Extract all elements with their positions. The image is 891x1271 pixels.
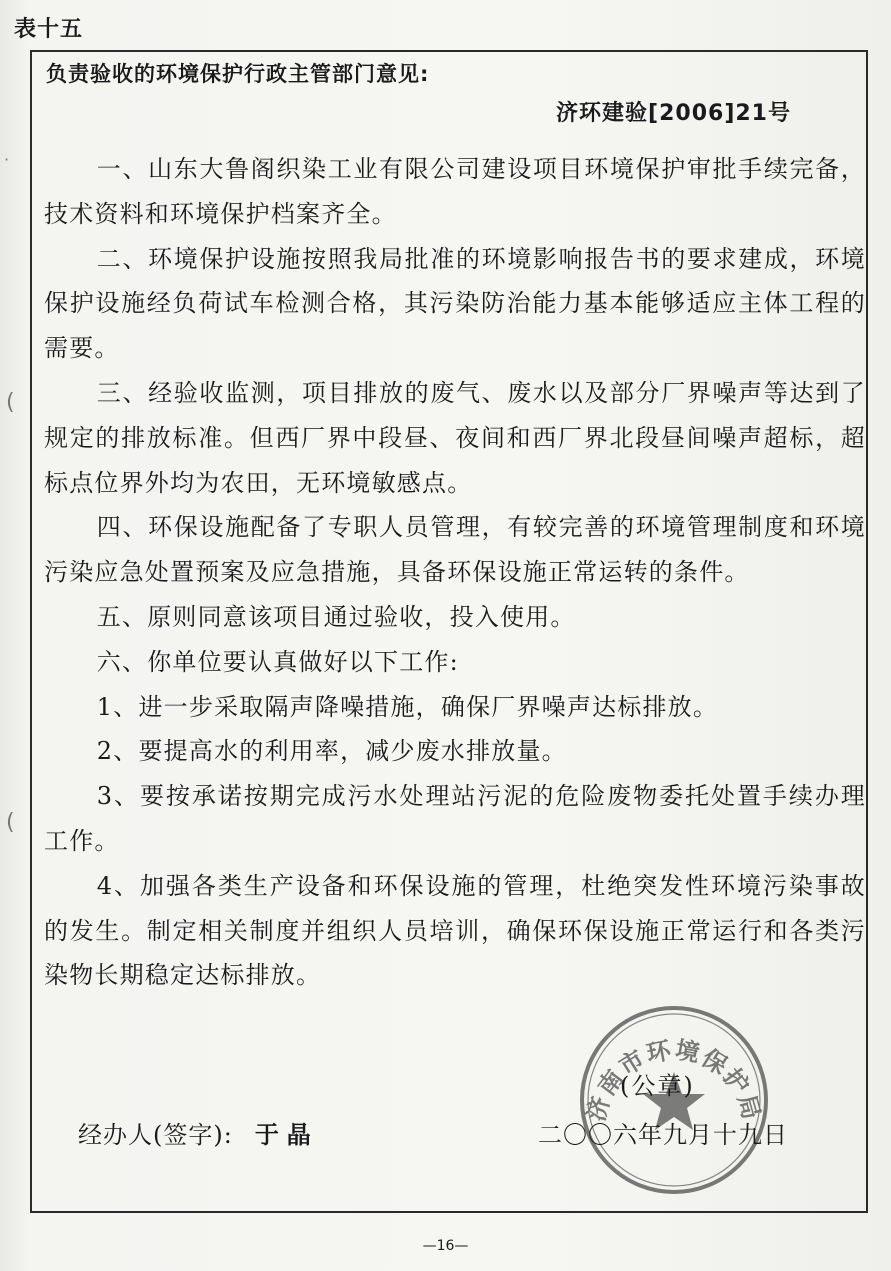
stamp-text: 济南市环境保护局 — [581, 1035, 767, 1125]
opinion-paragraph-2: 二、环境保护设施按照我局批准的环境影响报告书的要求建成，环境保护设施经负荷试车检测合格，其污染防治能力基本能够适应主体工程的需要。 — [44, 244, 866, 363]
table-label: 表十五 — [14, 17, 84, 42]
page-number: —16— — [422, 1238, 469, 1254]
margin-mark: ( — [6, 810, 15, 835]
margin-mark: ( — [6, 390, 15, 415]
department-heading: 负责验收的环境保护行政主管部门意见: — [46, 62, 430, 86]
task-item-3: 3、要按承诺按期完成污水处理站污泥的危险废物委托处置手续办理工作。 — [44, 782, 866, 855]
task-item-4: 4、加强各类生产设备和环保设施的管理，杜绝突发性环境污染事故的发生。制定相关制度并组织人员培训，确保环保设施正常运行和各类污染物长期稳定达标排放。 — [44, 871, 866, 990]
opinion-paragraph-5: 五、原则同意该项目通过验收，投入使用。 — [96, 602, 576, 631]
task-item-2: 2、要提高水的利用率，减少废水排放量。 — [96, 737, 567, 766]
document-number: 济环建验[2006]21号 — [556, 101, 791, 126]
signer-label: 经办人(签字): — [78, 1121, 233, 1149]
approval-date: 二〇〇六年九月十九日 — [538, 1121, 788, 1149]
opinion-paragraph-3: 三、经验收监测，项目排放的废气、废水以及部分厂界噪声等达到了规定的排放标准。但西厂界中段昼、夜间和西厂界北段昼间噪声超标，超标点位界外均为农田，无环境敏感点。 — [44, 378, 866, 497]
signer-name: 于晶 — [254, 1121, 319, 1149]
signer-line — [78, 1115, 319, 1150]
opinion-paragraph-4: 四、环保设施配备了专职人员管理，有较完善的环境管理制度和环境污染应急处置预案及应急措施，具备环保设施正常运转的条件。 — [44, 513, 866, 587]
official-seal-label: (公章) — [620, 1072, 695, 1100]
task-item-1: 1、进一步采取隔声降噪措施，确保厂界噪声达标排放。 — [96, 692, 719, 721]
margin-mark: · — [4, 150, 10, 169]
opinion-paragraph-1: 一、山东大鲁阁织染工业有限公司建设项目环境保护审批手续完备，技术资料和环境保护档案齐全。 — [44, 155, 866, 228]
opinion-paragraph-6: 六、你单位要认真做好以下工作: — [96, 647, 459, 676]
opinion-body — [44, 147, 866, 998]
